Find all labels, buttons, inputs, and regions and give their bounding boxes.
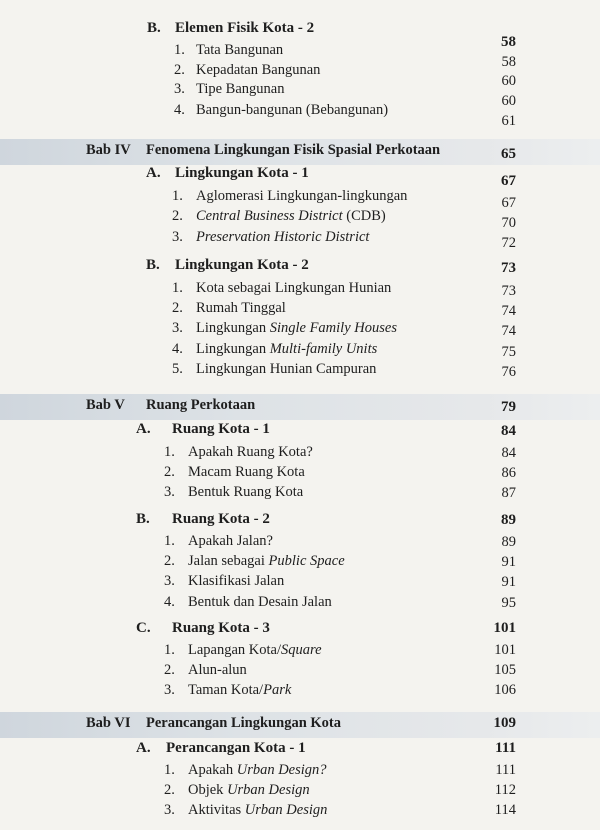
list-item: 2. Kepadatan Bangunan <box>174 62 321 78</box>
list-item: 1. Apakah Ruang Kota? 84 <box>164 444 516 461</box>
list-item: 5. Lingkungan Hunian Campuran 76 <box>172 361 516 380</box>
chapter-label: Bab IV <box>86 142 131 158</box>
section-title: Elemen Fisik Kota - 2 <box>175 20 315 36</box>
list-item: 3. Taman Kota/Park 106 <box>164 682 516 698</box>
list-item: 1. Kota sebagai Lingkungan Hunian 73 <box>172 280 516 299</box>
list-item: 2. Rumah Tinggal 74 <box>172 300 516 319</box>
chapter-page-number: 65 <box>501 146 516 162</box>
list-item: 1. Aglomerasi Lingkungan-lingkungan <box>172 188 408 204</box>
list-item: 4. Bangun-bangunan (Bebangunan) <box>174 102 389 118</box>
chapter-heading: Bab V Ruang Perkotaan 79 <box>86 397 516 415</box>
section-letter: B. <box>147 20 161 36</box>
section-heading: A. Lingkungan Kota - 1 <box>146 165 309 181</box>
list-item: 1. Apakah Urban Design? 111 <box>164 762 516 778</box>
section-page-number: 58 <box>501 34 516 50</box>
list-item: 1. Apakah Jalan? 89 <box>164 533 516 550</box>
list-item: 2. Objek Urban Design 112 <box>164 782 516 798</box>
list-item-page: 70 <box>501 215 516 231</box>
section-heading: B. Ruang Kota - 2 89 <box>136 511 516 528</box>
section-heading: A. Perancangan Kota - 1 111 <box>136 740 516 756</box>
chapter-heading: Bab VI Perancangan Lingkungan Kota 109 <box>86 715 516 731</box>
list-item-page: 60 <box>501 93 516 109</box>
list-item-page: 61 <box>501 113 516 129</box>
list-item: 3. Klasifikasi Jalan 91 <box>164 573 516 590</box>
chapter-heading <box>0 142 600 164</box>
section-heading: C. Ruang Kota - 3 101 <box>136 620 516 636</box>
section-heading: B. Lingkungan Kota - 2 73 <box>146 257 516 276</box>
list-item: 3. Aktivitas Urban Design 114 <box>164 802 516 818</box>
list-item-page: 72 <box>501 235 516 251</box>
list-item-page: 60 <box>501 73 516 89</box>
section-heading: A. Ruang Kota - 1 84 <box>136 421 516 439</box>
list-item: 3. Bentuk Ruang Kota 87 <box>164 484 516 501</box>
list-item: 3. Preservation Historic District <box>172 229 370 245</box>
list-item-page: 67 <box>501 195 516 211</box>
list-item: 4. Lingkungan Multi-family Units 75 <box>172 341 516 360</box>
section-page: 67 <box>501 173 516 189</box>
list-item: 2. Macam Ruang Kota 86 <box>164 464 516 481</box>
chapter-title: Fenomena Lingkungan Fisik Spasial Perkotaan <box>146 142 441 158</box>
list-item: 3. Lingkungan Single Family Houses 74 <box>172 320 516 339</box>
list-item: 2. Alun-alun 105 <box>164 662 516 678</box>
list-item: 3. Tipe Bangunan <box>174 81 285 97</box>
list-item: 1. Lapangan Kota/Square 101 <box>164 642 516 658</box>
list-item: 1. Tata Bangunan <box>174 42 284 58</box>
list-item: 2. Jalan sebagai Public Space 91 <box>164 553 516 570</box>
list-item: 4. Bentuk dan Desain Jalan 95 <box>164 594 516 611</box>
list-item-page: 58 <box>501 54 516 70</box>
list-item: 2. Central Business District (CDB) <box>172 208 386 224</box>
